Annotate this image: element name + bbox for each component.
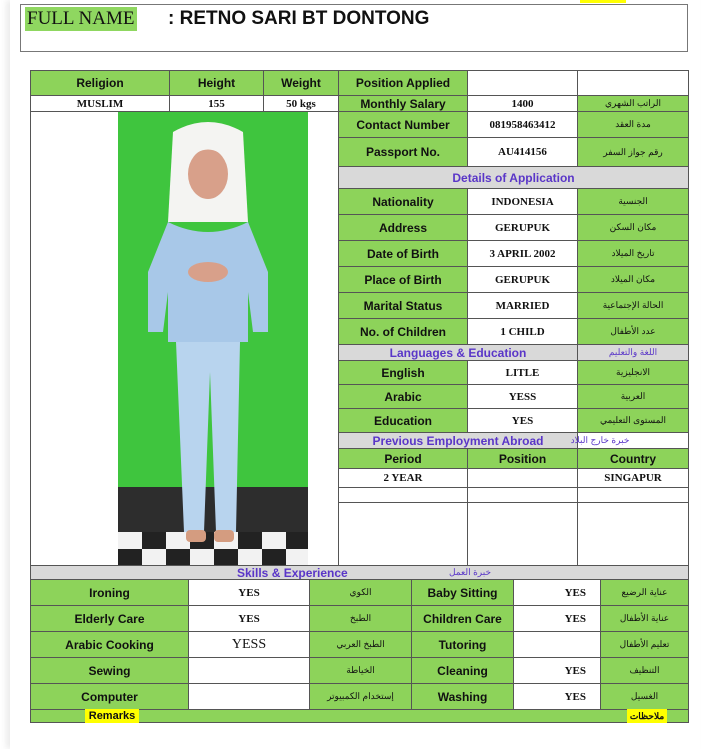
position-applied-label: Position Applied [338, 70, 468, 96]
arabic-ar: العربية [577, 384, 689, 409]
full-name-box [20, 4, 688, 52]
position-label: Position [467, 448, 578, 469]
languages-section-title-ar: اللغة والتعليم [577, 344, 689, 361]
country-value: SINGAPUR [577, 468, 689, 488]
skill-babysitting-ar: عناية الرضيع [600, 579, 689, 606]
period-label: Period [338, 448, 468, 469]
height-label: Height [169, 70, 264, 96]
skill-sewing-value [188, 657, 310, 684]
remarks-ar: ملاحظات [627, 709, 667, 723]
pob-value: GERUPUK [467, 266, 578, 293]
skill-washing-value: YES [513, 683, 627, 710]
details-section-title: Details of Application [338, 166, 689, 189]
arabic-label: Arabic [338, 384, 468, 409]
contact-ar: مدة العقد [577, 111, 689, 138]
skill-washing-label: Washing [411, 683, 514, 710]
position-applied-ar [577, 70, 689, 96]
monthly-salary-ar: الراتب الشهري [577, 95, 689, 112]
skill-elderly-value: YES [188, 605, 310, 632]
children-ar: عدد الأطفال [577, 318, 689, 345]
skill-ironing-label: Ironing [30, 579, 189, 606]
education-ar: المستوى التعليمي [577, 408, 689, 433]
marital-label: Marital Status [338, 292, 468, 319]
skill-babysitting-value: YES [513, 579, 627, 606]
skill-arabic-cooking-value: YESS [188, 631, 310, 658]
skill-arabic-cooking-ar: الطبخ العربي [309, 631, 412, 658]
skill-ironing-value: YES [188, 579, 310, 606]
monthly-salary-value: 1400 [467, 95, 578, 112]
skill-childcare-value: YES [513, 605, 627, 632]
position-value [467, 468, 578, 488]
languages-section-title: Languages & Education [338, 344, 578, 361]
skill-washing-ar: الغسيل [600, 683, 689, 710]
skill-cleaning-label: Cleaning [411, 657, 514, 684]
employment-empty-2b [467, 502, 578, 566]
skill-cleaning-ar: التنظيف [600, 657, 689, 684]
dob-ar: تاريخ الميلاد [577, 240, 689, 267]
passport-ar: رقم جواز السفر [577, 137, 689, 167]
marital-value: MARRIED [467, 292, 578, 319]
nationality-value: INDONESIA [467, 188, 578, 215]
employment-empty-2a [338, 502, 468, 566]
children-value: 1 CHILD [467, 318, 578, 345]
applicant-photo [118, 112, 308, 566]
skill-elderly-label: Elderly Care [30, 605, 189, 632]
skill-sewing-ar: الخياطة [309, 657, 412, 684]
nationality-ar: الجنسية [577, 188, 689, 215]
nationality-label: Nationality [338, 188, 468, 215]
english-value: LITLE [467, 360, 578, 385]
religion-label: Religion [30, 70, 170, 96]
marital-ar: الحالة الإجتماعية [577, 292, 689, 319]
dob-label: Date of Birth [338, 240, 468, 267]
monthly-salary-label: Monthly Salary [338, 95, 468, 112]
employment-empty-1a [338, 487, 468, 503]
children-label: No. of Children [338, 318, 468, 345]
full-name-label: FULL NAME [27, 8, 135, 29]
skill-elderly-ar: الطبخ [309, 605, 412, 632]
country-label: Country [577, 448, 689, 469]
employment-empty-1b [467, 487, 578, 503]
period-value: 2 YEAR [338, 468, 468, 488]
skill-tutoring-ar: تعليم الأطفال [600, 631, 689, 658]
skill-tutoring-label: Tutoring [411, 631, 514, 658]
dob-value: 3 APRIL 2002 [467, 240, 578, 267]
religion-value: MUSLIM [30, 95, 170, 112]
education-label: Education [338, 408, 468, 433]
employment-title-end [577, 432, 689, 449]
skill-computer-value [188, 683, 310, 710]
skill-babysitting-label: Baby Sitting [411, 579, 514, 606]
employment-empty-2c [577, 502, 689, 566]
contact-label: Contact Number [338, 111, 468, 138]
skill-childcare-ar: عناية الأطفال [600, 605, 689, 632]
full-name-value: : RETNO SARI BT DONTONG [168, 8, 430, 29]
skill-computer-label: Computer [30, 683, 189, 710]
skill-computer-ar: إستخدام الكمبيوتر [309, 683, 412, 710]
skills-section-title: Skills & Experience [30, 565, 689, 580]
skill-childcare-label: Children Care [411, 605, 514, 632]
skill-ironing-ar: الكوي [309, 579, 412, 606]
employment-section-title: Previous Employment Abroad [338, 432, 578, 449]
skill-cleaning-value: YES [513, 657, 627, 684]
skill-sewing-label: Sewing [30, 657, 189, 684]
english-ar: الانجليزية [577, 360, 689, 385]
arabic-value: YESS [467, 384, 578, 409]
pob-ar: مكان الميلاد [577, 266, 689, 293]
remarks-label: Remarks [85, 709, 139, 723]
passport-label: Passport No. [338, 137, 468, 167]
education-value: YES [467, 408, 578, 433]
employment-section-title-ar: خبرة خارج البلاد [570, 435, 630, 445]
english-label: English [338, 360, 468, 385]
address-ar: مكان السكن [577, 214, 689, 241]
passport-value: AU414156 [467, 137, 578, 167]
employment-empty-1c [577, 487, 689, 503]
weight-value: 50 kgs [263, 95, 339, 112]
address-label: Address [338, 214, 468, 241]
contact-value: 081958463412 [467, 111, 578, 138]
weight-label: Weight [263, 70, 339, 96]
top-yellow-strip [580, 0, 626, 3]
position-applied-value [467, 70, 578, 96]
height-value: 155 [169, 95, 264, 112]
address-value: GERUPUK [467, 214, 578, 241]
pob-label: Place of Birth [338, 266, 468, 293]
skill-arabic-cooking-label: Arabic Cooking [30, 631, 189, 658]
skills-section-title-ar: خبرة العمل [448, 567, 492, 577]
